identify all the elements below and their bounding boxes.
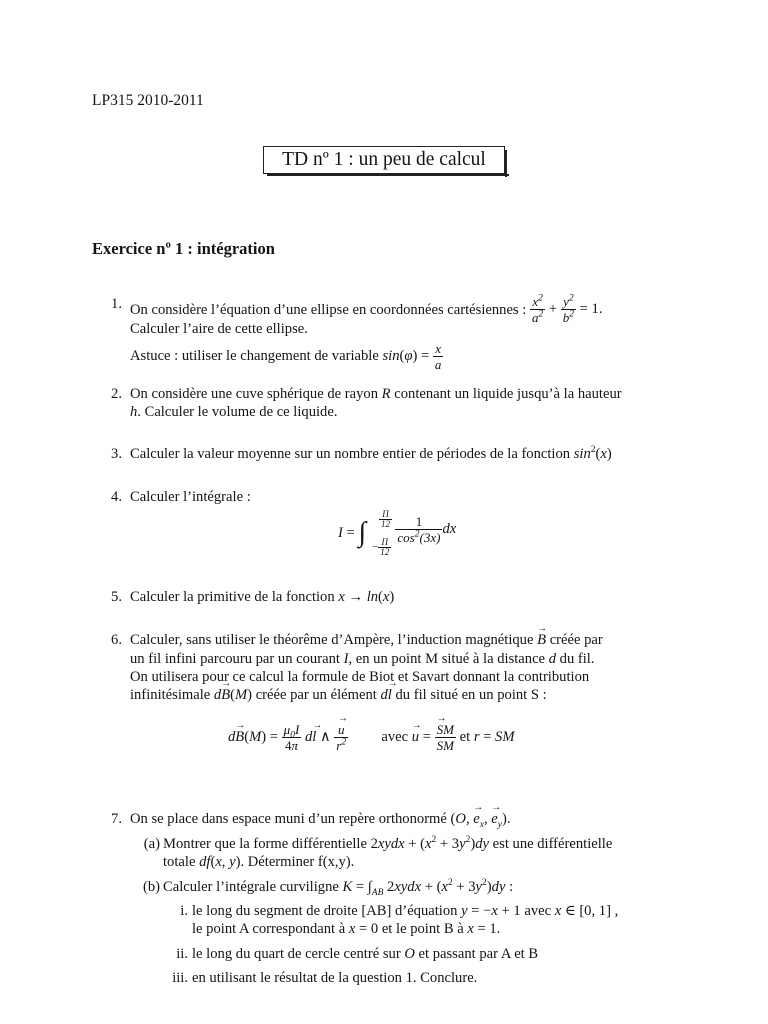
q7a-line1-a: Montrer que la forme différentielle	[163, 836, 367, 852]
q2-line1-a: On considère une cuve sphérique de rayon	[130, 386, 379, 402]
title-shadow-bottom	[267, 174, 509, 176]
q6-line1: Calculer, sans utiliser le théorême d’Ampère, l’induction magnétique → B créée par	[130, 631, 603, 649]
q7bi-line2-a: le point A correspondant à	[192, 921, 346, 937]
biot-savart-formula: d→ B(M) = $\frac{\mu_0I}{4\pi}$ d→ l ∧ → $\frac{u}{r^2}$ avec → u = → $\frac{SM}{SM}$ et r = SM	[228, 722, 515, 753]
question-number: 3.	[111, 446, 122, 462]
q7bi-line2-b: et le point B à	[381, 921, 464, 937]
q7a-line1-b: est une différentielle	[492, 836, 613, 852]
q7bi-line1: le long du segment de droite [AB] d’équation y = −x + 1 avec x ∈ [0, 1] ,	[192, 903, 619, 919]
q5-text-body: Calculer la primitive de la fonction	[130, 589, 335, 605]
integral-formula: I = ∫ $\frac{\Pi}{12}$ − $\frac{\Pi}{12}$ $\frac{1}{\cos^2(3x)}$ dx	[338, 509, 457, 557]
question-number: 1.	[111, 296, 122, 312]
item-label-ii: ii.	[176, 946, 188, 962]
q7bi-line1-b: avec	[524, 903, 552, 919]
q1-line1: On considère l’équation d’une ellipse en coordonnées cartésiennes :	[130, 301, 527, 318]
q6-line2: un fil infini parcouru par un courant I, en un point M situé à la distance d du fil.	[130, 651, 595, 667]
q7a-line1: Montrer que la forme différentielle 2xydx + $(x^2 + 3y^2)dy$ est une différentielle	[163, 835, 613, 852]
q7a-line2-a: totale	[163, 854, 196, 870]
q2-line1-b: contenant un liquide jusqu’à la hauteur	[394, 386, 622, 402]
q6-avec: avec	[381, 728, 409, 745]
q7bi-line1-a: le long du segment de droite [AB] d’équation	[192, 903, 458, 919]
q7-line1: On se place dans espace muni d’un repère orthonormé (O, → $e_x$, → $e_y$).	[130, 810, 510, 828]
q3-text: Calculer la valeur moyenne sur un nombre entier de périodes de la fonction $\sin^2(x)$	[130, 445, 612, 462]
q6-line4-a: infinitésimale	[130, 687, 211, 703]
q7biii-line1: en utilisant le résultat de la question 1. Conclure.	[192, 970, 478, 986]
q6-line2-c: du fil.	[559, 651, 595, 667]
item-label-i: i.	[180, 903, 188, 919]
question-number: 2.	[111, 386, 122, 402]
subquestion-label-a: (a)	[143, 836, 160, 852]
q5-text: Calculer la primitive de la fonction x → ln(x)	[130, 589, 395, 605]
q7b-line1-text: Calculer l’intégrale curviligne	[163, 879, 339, 895]
q6-line4-c: du fil situé en un point S :	[395, 687, 547, 703]
q6-line2-a: un fil infini parcouru par un courant	[130, 651, 340, 667]
question-number: 5.	[111, 589, 122, 605]
q7-line1-text: On se place dans espace muni d’un repère orthonormé	[130, 811, 447, 827]
page-title-text: TD nº 1 : un peu de calcul	[282, 149, 486, 170]
q3-text-body: Calculer la valeur moyenne sur un nombre entier de périodes de la fonction	[130, 446, 571, 462]
q6-line2-b: , en un point M situé à la distance	[348, 651, 546, 667]
q6-line1-b: créée par	[549, 632, 603, 648]
title-shadow-right	[505, 150, 507, 177]
question-number: 4.	[111, 489, 122, 505]
q6-line4-b: créée par un élément	[255, 687, 377, 703]
q7bii-line1-a: le long du quart de cercle centré sur	[192, 946, 401, 962]
course-code: LP315 2010-2011	[92, 92, 204, 109]
q6-line3: On utilisera pour ce calcul la formule de Biot et Savart donnant la contribution	[130, 669, 590, 685]
q2-line1: On considère une cuve sphérique de rayon R contenant un liquide jusqu’à la hauteur	[130, 386, 622, 402]
page-title	[263, 146, 505, 174]
ellipse-equation: $\frac{x^2}{a^2}$ + $\frac{y^2}{b^2}$ = 1.	[531, 293, 603, 325]
q4-text: Calculer l’intégrale :	[130, 489, 251, 505]
q2-line2: h. Calculer le volume de ce liquide.	[130, 404, 338, 420]
q1-line2: Calculer l’aire de cette ellipse.	[130, 321, 308, 337]
q1-line3: Astuce : utiliser le changement de variable sin(φ) = $\frac{x}{a}$	[130, 341, 442, 372]
subquestion-label-b: (b)	[142, 879, 160, 895]
q7a-line2: totale df(x, y). Déterminer f(x,y).	[163, 854, 355, 870]
q7a-line2-b: . Déterminer f(x,y).	[240, 854, 355, 870]
item-label-iii: iii.	[172, 970, 188, 986]
q7bii-line1: le long du quart de cercle centré sur O et passant par A et B	[192, 946, 539, 962]
question-number: 6.	[111, 632, 122, 648]
q1-line3-text: Astuce : utiliser le changement de variable	[130, 347, 379, 364]
q6-line1-a: Calculer, sans utiliser le théorême d’Ampère, l’induction magnétique	[130, 632, 534, 648]
q6-et: et	[459, 728, 471, 745]
q6-line4: infinitésimale d→ B(M) créée par un élément d→ l du fil situé en un point S :	[130, 686, 547, 704]
q7b-line1: Calculer l’intégrale curviligne $K = \int_{AB}$ 2xydx + $(x^2 + 3y^2)dy$ :	[163, 878, 514, 898]
q7bi-line2: le point A correspondant à x = 0 et le point B à x = 1.	[192, 921, 501, 937]
q7bii-line1-b: et passant par A et B	[418, 946, 539, 962]
exercise-title: Exercice nº 1 : intégration	[92, 239, 275, 258]
question-number: 7.	[111, 811, 122, 827]
q2-line2-text: . Calculer le volume de ce liquide.	[137, 404, 338, 420]
